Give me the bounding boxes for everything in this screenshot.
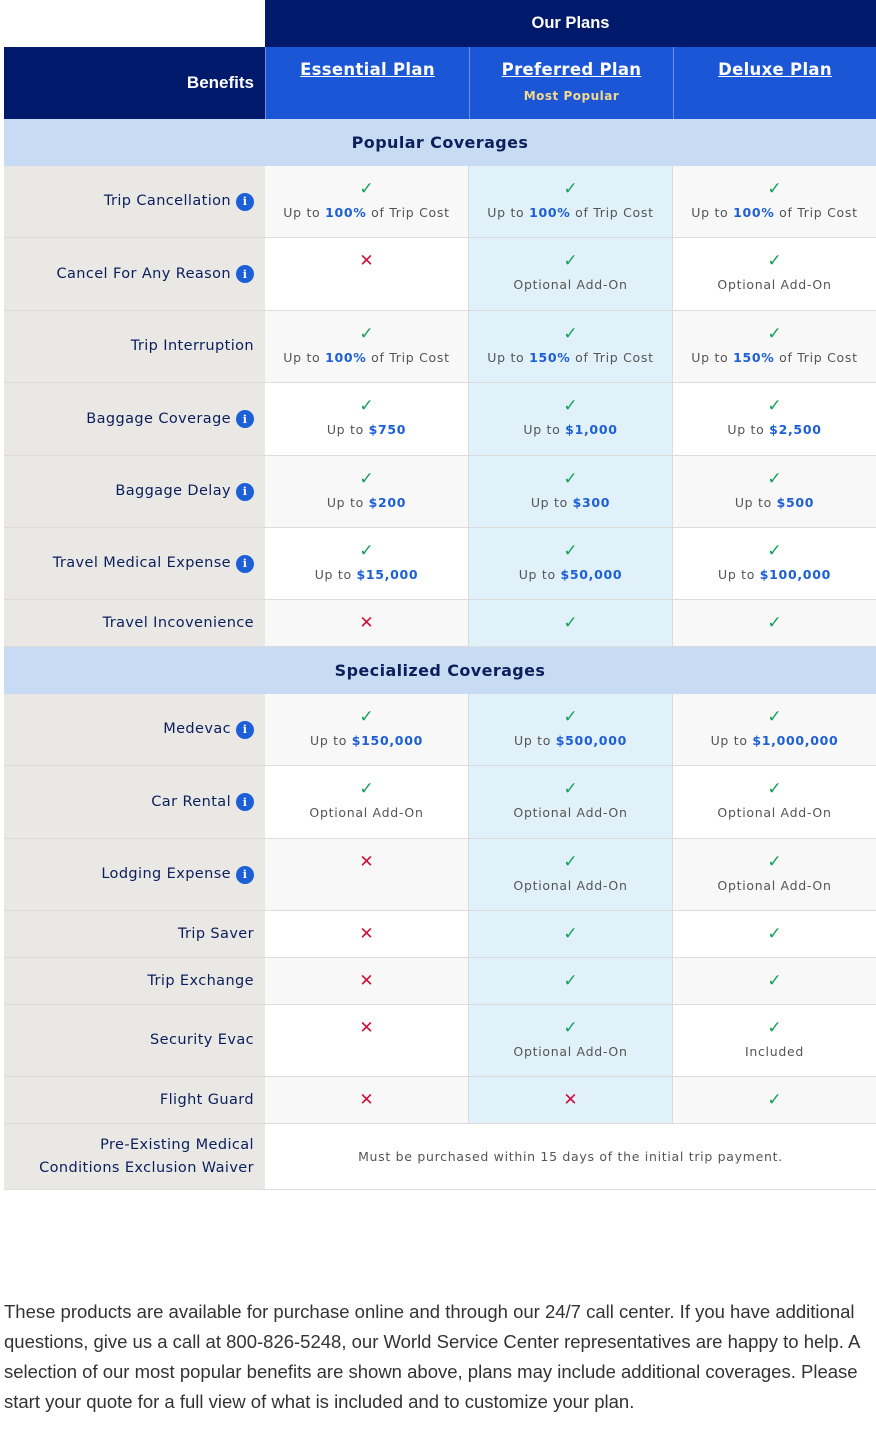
deluxe-cell	[673, 528, 876, 599]
detail-suffix: of Trip Cost	[366, 205, 450, 220]
coverage-detail	[717, 878, 831, 893]
most-popular-badge: Most Popular	[523, 89, 620, 103]
detail-amount: 100%	[325, 350, 367, 365]
detail-prefix: Up to	[530, 495, 573, 510]
cross-icon: ✕	[359, 924, 374, 944]
checkmark-icon: ✓	[767, 251, 782, 271]
benefit-label-text: Trip Interruption	[130, 338, 254, 354]
preferred-cell	[469, 238, 673, 310]
table-row	[4, 383, 876, 456]
essential-cell	[265, 766, 469, 838]
table-row	[4, 766, 876, 839]
plans-comparison-table	[4, 0, 876, 1190]
cross-icon: ✕	[359, 1018, 374, 1038]
benefit-travel-medical-expense	[53, 552, 254, 575]
detail-suffix: of Trip Cost	[774, 205, 858, 220]
benefit-label-cell	[4, 238, 265, 310]
cross-icon: ✕	[359, 852, 374, 872]
table-row	[4, 958, 876, 1005]
detail-prefix: Up to	[283, 350, 326, 365]
coverage-detail	[745, 1044, 804, 1059]
detail-prefix: Up to	[734, 495, 777, 510]
benefit-medevac	[163, 718, 254, 741]
preferred-cell	[469, 383, 673, 455]
cross-icon: ✕	[359, 251, 374, 271]
detail-prefix: Included	[744, 1044, 805, 1059]
section-popular-coverages: Popular Coverages	[4, 119, 876, 166]
checkmark-icon: ✓	[563, 613, 578, 633]
table-row	[4, 238, 876, 311]
checkmark-icon: ✓	[563, 924, 578, 944]
benefit-cancel-for-any-reason	[56, 263, 254, 286]
checkmark-icon: ✓	[767, 707, 782, 727]
benefit-label-text: Travel Incovenience	[102, 614, 254, 631]
benefits-heading: Benefits	[4, 47, 265, 119]
benefit-label-cell	[4, 528, 265, 599]
detail-prefix: Optional Add-On	[513, 878, 628, 893]
essential-cell	[265, 1077, 469, 1123]
coverage-detail	[691, 350, 857, 365]
table-row	[4, 694, 876, 766]
essential-cell	[265, 911, 469, 957]
waiver-note-cell	[265, 1124, 876, 1189]
checkmark-icon: ✓	[359, 324, 374, 344]
info-icon[interactable]: i	[236, 721, 254, 739]
section-specialized-coverages: Specialized Coverages	[4, 647, 876, 694]
detail-amount: $100,000	[759, 567, 831, 582]
detail-amount: 100%	[733, 205, 775, 220]
detail-amount: $500	[776, 495, 815, 510]
preferred-cell	[469, 958, 673, 1004]
benefit-lodging-expense	[101, 863, 254, 886]
essential-cell	[265, 383, 469, 455]
info-icon[interactable]: i	[236, 265, 254, 283]
checkmark-icon: ✓	[767, 1090, 782, 1110]
checkmark-icon: ✓	[563, 469, 578, 489]
preferred-cell	[469, 911, 673, 957]
checkmark-icon: ✓	[767, 179, 782, 199]
coverage-detail	[523, 422, 617, 437]
benefit-car-rental	[151, 791, 254, 814]
deluxe-cell	[673, 238, 876, 310]
checkmark-icon: ✓	[563, 779, 578, 799]
coverage-detail	[514, 733, 627, 748]
deluxe-plan-link[interactable]: Deluxe Plan	[718, 60, 832, 79]
coverage-detail	[283, 350, 449, 365]
detail-prefix: Optional Add-On	[717, 878, 832, 893]
deluxe-cell	[673, 958, 876, 1004]
checkmark-icon: ✓	[359, 779, 374, 799]
coverage-detail	[283, 205, 449, 220]
detail-amount: $1,000	[565, 422, 618, 437]
checkmark-icon: ✓	[359, 179, 374, 199]
detail-prefix: Up to	[691, 205, 734, 220]
detail-amount: 100%	[529, 205, 571, 220]
detail-amount: $50,000	[560, 567, 623, 582]
detail-amount: $1,000,000	[752, 733, 839, 748]
benefit-label-cell	[4, 694, 265, 765]
waiver-row	[4, 1124, 876, 1190]
coverage-detail	[711, 733, 839, 748]
benefit-baggage-delay	[115, 480, 254, 503]
deluxe-cell	[673, 383, 876, 455]
detail-prefix: Up to	[309, 733, 352, 748]
table-row	[4, 166, 876, 238]
checkmark-icon: ✓	[767, 779, 782, 799]
coverage-detail	[717, 805, 831, 820]
coverage-detail	[487, 205, 653, 220]
coverage-detail	[327, 495, 406, 510]
deluxe-cell	[673, 311, 876, 382]
detail-prefix: Up to	[518, 567, 561, 582]
benefit-label-text: Medevac	[163, 721, 231, 737]
coverage-detail	[513, 277, 627, 292]
detail-suffix: of Trip Cost	[774, 350, 858, 365]
essential-cell	[265, 166, 469, 237]
checkmark-icon: ✓	[359, 541, 374, 561]
essential-cell	[265, 1005, 469, 1076]
essential-cell	[265, 839, 469, 910]
cross-icon: ✕	[563, 1090, 578, 1110]
coverage-detail	[487, 350, 653, 365]
checkmark-icon: ✓	[767, 1018, 782, 1038]
detail-prefix: Optional Add-On	[513, 1044, 628, 1059]
benefit-flight-guard	[160, 1089, 254, 1112]
essential-cell	[265, 600, 469, 646]
table-row	[4, 311, 876, 383]
preferred-cell	[469, 694, 673, 765]
plan-header-preferred	[469, 47, 673, 119]
benefit-trip-saver	[178, 923, 254, 946]
detail-prefix: Up to	[513, 733, 556, 748]
benefit-label-cell	[4, 958, 265, 1004]
info-icon[interactable]: i	[236, 866, 254, 884]
preferred-plan-link[interactable]: Preferred Plan	[501, 60, 642, 79]
coverage-detail	[513, 1044, 627, 1059]
table-row	[4, 456, 876, 528]
benefit-label-text: Trip Cancellation	[103, 193, 231, 209]
benefit-label-text: Trip Saver	[177, 925, 254, 942]
deluxe-cell	[673, 456, 876, 527]
detail-prefix: Optional Add-On	[513, 277, 628, 292]
benefit-label-cell	[4, 839, 265, 910]
preferred-cell	[469, 839, 673, 910]
detail-prefix: Up to	[487, 205, 530, 220]
checkmark-icon: ✓	[563, 179, 578, 199]
deluxe-cell	[673, 911, 876, 957]
preferred-cell	[469, 166, 673, 237]
cross-icon: ✕	[359, 971, 374, 991]
benefit-label-text: Car Rental	[151, 793, 231, 810]
footer-paragraph: These products are available for purchase online and through our 24/7 call center. If you have additional questions, give us a call at 800-826-5248, our World Service Center representatives are happy to help. A selection of our most popular benefits are shown above, plans may include additional coverages. Please start your quote for a full view of what is included and to customize your plan.	[4, 1301, 860, 1412]
table-body	[4, 119, 876, 1124]
waiver-label	[4, 1124, 265, 1189]
checkmark-icon: ✓	[563, 396, 578, 416]
checkmark-icon: ✓	[563, 541, 578, 561]
essential-plan-link[interactable]: Essential Plan	[300, 60, 435, 79]
checkmark-icon: ✓	[359, 396, 374, 416]
coverage-detail	[513, 805, 627, 820]
table-row	[4, 1077, 876, 1124]
benefit-label-text: Travel Medical Expense	[52, 555, 231, 571]
detail-amount: $150,000	[351, 733, 423, 748]
cross-icon: ✕	[359, 613, 374, 633]
detail-prefix: Optional Add-On	[717, 277, 832, 292]
essential-cell	[265, 528, 469, 599]
detail-prefix: Up to	[314, 567, 357, 582]
coverage-detail	[310, 733, 423, 748]
cross-icon: ✕	[359, 1090, 374, 1110]
benefit-label-text: Security Evac	[150, 1032, 254, 1048]
deluxe-cell	[673, 839, 876, 910]
benefit-trip-cancellation	[104, 190, 254, 213]
table-header-top	[4, 0, 876, 47]
detail-prefix: Up to	[691, 350, 734, 365]
coverage-detail	[513, 878, 627, 893]
essential-cell	[265, 456, 469, 527]
benefit-label-cell	[4, 383, 265, 455]
info-icon[interactable]: i	[236, 483, 254, 501]
our-plans-heading: Our Plans	[265, 0, 876, 47]
checkmark-icon: ✓	[563, 971, 578, 991]
coverage-detail	[327, 422, 406, 437]
info-icon[interactable]: i	[236, 793, 254, 811]
table-row	[4, 911, 876, 958]
checkmark-icon: ✓	[563, 1018, 578, 1038]
deluxe-cell	[673, 600, 876, 646]
checkmark-icon: ✓	[563, 707, 578, 727]
essential-cell	[265, 694, 469, 765]
coverage-detail	[718, 567, 831, 582]
plan-header-deluxe	[673, 47, 876, 119]
checkmark-icon: ✓	[767, 396, 782, 416]
detail-suffix: of Trip Cost	[570, 350, 654, 365]
detail-suffix: of Trip Cost	[366, 350, 450, 365]
benefit-trip-exchange	[147, 970, 254, 993]
table-row	[4, 839, 876, 911]
checkmark-icon: ✓	[563, 251, 578, 271]
preferred-cell	[469, 1005, 673, 1076]
detail-amount: $15,000	[356, 567, 419, 582]
checkmark-icon: ✓	[359, 707, 374, 727]
checkmark-icon: ✓	[767, 613, 782, 633]
info-icon[interactable]: i	[236, 193, 254, 211]
benefit-label-text: Baggage Delay	[115, 483, 231, 499]
checkmark-icon: ✓	[767, 852, 782, 872]
benefit-label-text: Baggage Coverage	[86, 410, 231, 427]
checkmark-icon: ✓	[767, 541, 782, 561]
detail-prefix: Up to	[710, 733, 753, 748]
checkmark-icon: ✓	[767, 469, 782, 489]
preferred-cell	[469, 1077, 673, 1123]
preferred-cell	[469, 528, 673, 599]
detail-prefix: Up to	[326, 422, 369, 437]
benefit-label-text: Flight Guard	[159, 1091, 254, 1108]
benefit-label-text: Cancel For Any Reason	[56, 265, 231, 282]
benefit-label-cell	[4, 456, 265, 527]
waiver-label-line2: Conditions Exclusion Waiver	[39, 1159, 254, 1176]
benefit-label-cell	[4, 600, 265, 646]
coverage-detail	[309, 805, 423, 820]
checkmark-icon: ✓	[359, 469, 374, 489]
detail-prefix: Optional Add-On	[717, 805, 832, 820]
coverage-detail	[531, 495, 610, 510]
benefit-label-cell	[4, 911, 265, 957]
checkmark-icon: ✓	[563, 324, 578, 344]
detail-amount: $200	[368, 495, 407, 510]
waiver-note: Must be purchased within 15 days of the initial trip payment.	[358, 1149, 783, 1164]
deluxe-cell	[673, 694, 876, 765]
table-row	[4, 1005, 876, 1077]
detail-suffix: of Trip Cost	[570, 205, 654, 220]
info-icon[interactable]: i	[236, 410, 254, 428]
benefit-baggage-coverage	[86, 408, 254, 431]
table-row	[4, 528, 876, 600]
benefit-label-cell	[4, 1077, 265, 1123]
table-header-plans	[4, 47, 876, 119]
preferred-cell	[469, 600, 673, 646]
benefit-label-cell	[4, 1005, 265, 1076]
detail-amount: 150%	[733, 350, 775, 365]
detail-amount: $500,000	[555, 733, 627, 748]
detail-amount: $2,500	[769, 422, 822, 437]
preferred-cell	[469, 311, 673, 382]
coverage-detail	[717, 277, 831, 292]
benefit-label-text: Lodging Expense	[101, 866, 231, 882]
detail-prefix: Optional Add-On	[513, 805, 628, 820]
info-icon[interactable]: i	[236, 555, 254, 573]
header-blank	[4, 0, 265, 47]
detail-prefix: Up to	[523, 422, 566, 437]
benefit-security-evac	[150, 1029, 254, 1052]
deluxe-cell	[673, 1077, 876, 1123]
coverage-detail	[727, 422, 821, 437]
detail-prefix: Up to	[717, 567, 760, 582]
coverage-detail	[519, 567, 623, 582]
plan-header-essential	[265, 47, 469, 119]
detail-amount: $750	[368, 422, 407, 437]
deluxe-cell	[673, 766, 876, 838]
coverage-detail	[691, 205, 857, 220]
detail-prefix: Optional Add-On	[309, 805, 424, 820]
coverage-detail	[315, 567, 419, 582]
essential-cell	[265, 958, 469, 1004]
checkmark-icon: ✓	[767, 324, 782, 344]
benefit-trip-interruption	[131, 335, 254, 358]
coverage-detail	[735, 495, 814, 510]
deluxe-cell	[673, 166, 876, 237]
waiver-label-line1: Pre-Existing Medical	[100, 1136, 254, 1153]
detail-amount: $300	[572, 495, 611, 510]
checkmark-icon: ✓	[767, 971, 782, 991]
benefit-travel-incovenience	[103, 612, 254, 635]
detail-prefix: Up to	[326, 495, 369, 510]
detail-prefix: Up to	[487, 350, 530, 365]
preferred-cell	[469, 456, 673, 527]
benefit-label-cell	[4, 311, 265, 382]
checkmark-icon: ✓	[767, 924, 782, 944]
table-row	[4, 600, 876, 647]
detail-prefix: Up to	[727, 422, 770, 437]
detail-amount: 100%	[325, 205, 367, 220]
deluxe-cell	[673, 1005, 876, 1076]
preferred-cell	[469, 766, 673, 838]
benefit-label-text: Trip Exchange	[147, 972, 254, 989]
detail-amount: 150%	[529, 350, 571, 365]
essential-cell	[265, 238, 469, 310]
benefit-label-cell	[4, 766, 265, 838]
essential-cell	[265, 311, 469, 382]
benefit-label-cell	[4, 166, 265, 237]
checkmark-icon: ✓	[563, 852, 578, 872]
detail-prefix: Up to	[283, 205, 326, 220]
